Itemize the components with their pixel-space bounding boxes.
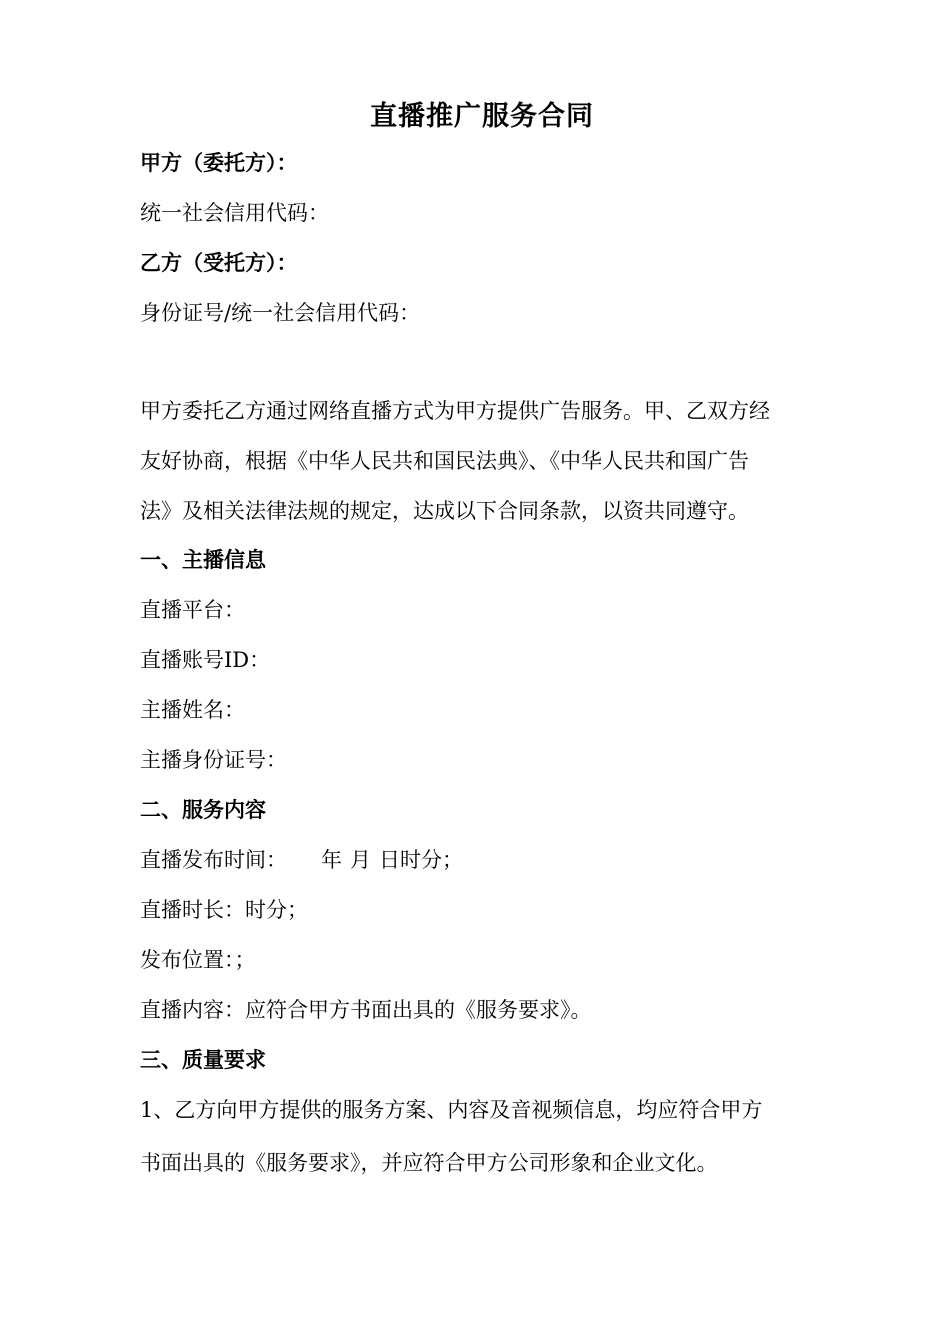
- release-time-rest: 日时分；: [379, 848, 463, 872]
- party-b-label: 乙方（受托方）：: [140, 250, 298, 275]
- section3-heading: 三、质量要求: [140, 1047, 266, 1072]
- release-time-year: 年: [321, 848, 342, 872]
- clause1-line-1: 1、乙方向甲方提供的服务方案、内容及音视频信息，均应符合甲方: [140, 1098, 763, 1122]
- intro-line-2: 友好协商，根据《中华人民共和国民法典》、《中华人民共和国广告: [140, 449, 749, 473]
- release-time-label: 直播发布时间：: [140, 848, 287, 872]
- party-a-label: 甲方（委托方）：: [140, 150, 298, 175]
- party-a-code-label: 统一社会信用代码：: [140, 201, 329, 225]
- anchor-id-label: 主播身份证号：: [140, 748, 287, 772]
- position-label: 发布位置：；: [140, 948, 256, 972]
- account-label: 直播账号ID：: [140, 648, 271, 672]
- section1-heading: 一、主播信息: [140, 547, 266, 572]
- release-time-line: [140, 845, 463, 875]
- content-label: 直播内容：应符合甲方书面出具的《服务要求》。: [140, 998, 592, 1022]
- clause1-line-2: 书面出具的《服务要求》，并应符合甲方公司形象和企业文化。: [140, 1151, 718, 1175]
- duration-label: 直播时长：时分；: [140, 898, 308, 922]
- release-time-month: 月: [350, 848, 371, 872]
- anchor-name-label: 主播姓名：: [140, 698, 245, 722]
- intro-line-1: 甲方委托乙方通过网络直播方式为甲方提供广告服务。甲、乙双方经: [140, 399, 770, 423]
- party-b-id-label: 身份证号/统一社会信用代码：: [140, 301, 421, 325]
- platform-label: 直播平台：: [140, 598, 245, 622]
- intro-line-3: 法》及相关法律法规的规定，达成以下合同条款，以资共同遵守。: [140, 499, 749, 523]
- section2-heading: 二、服务内容: [140, 797, 266, 822]
- document-title: 直播推广服务合同: [370, 101, 594, 132]
